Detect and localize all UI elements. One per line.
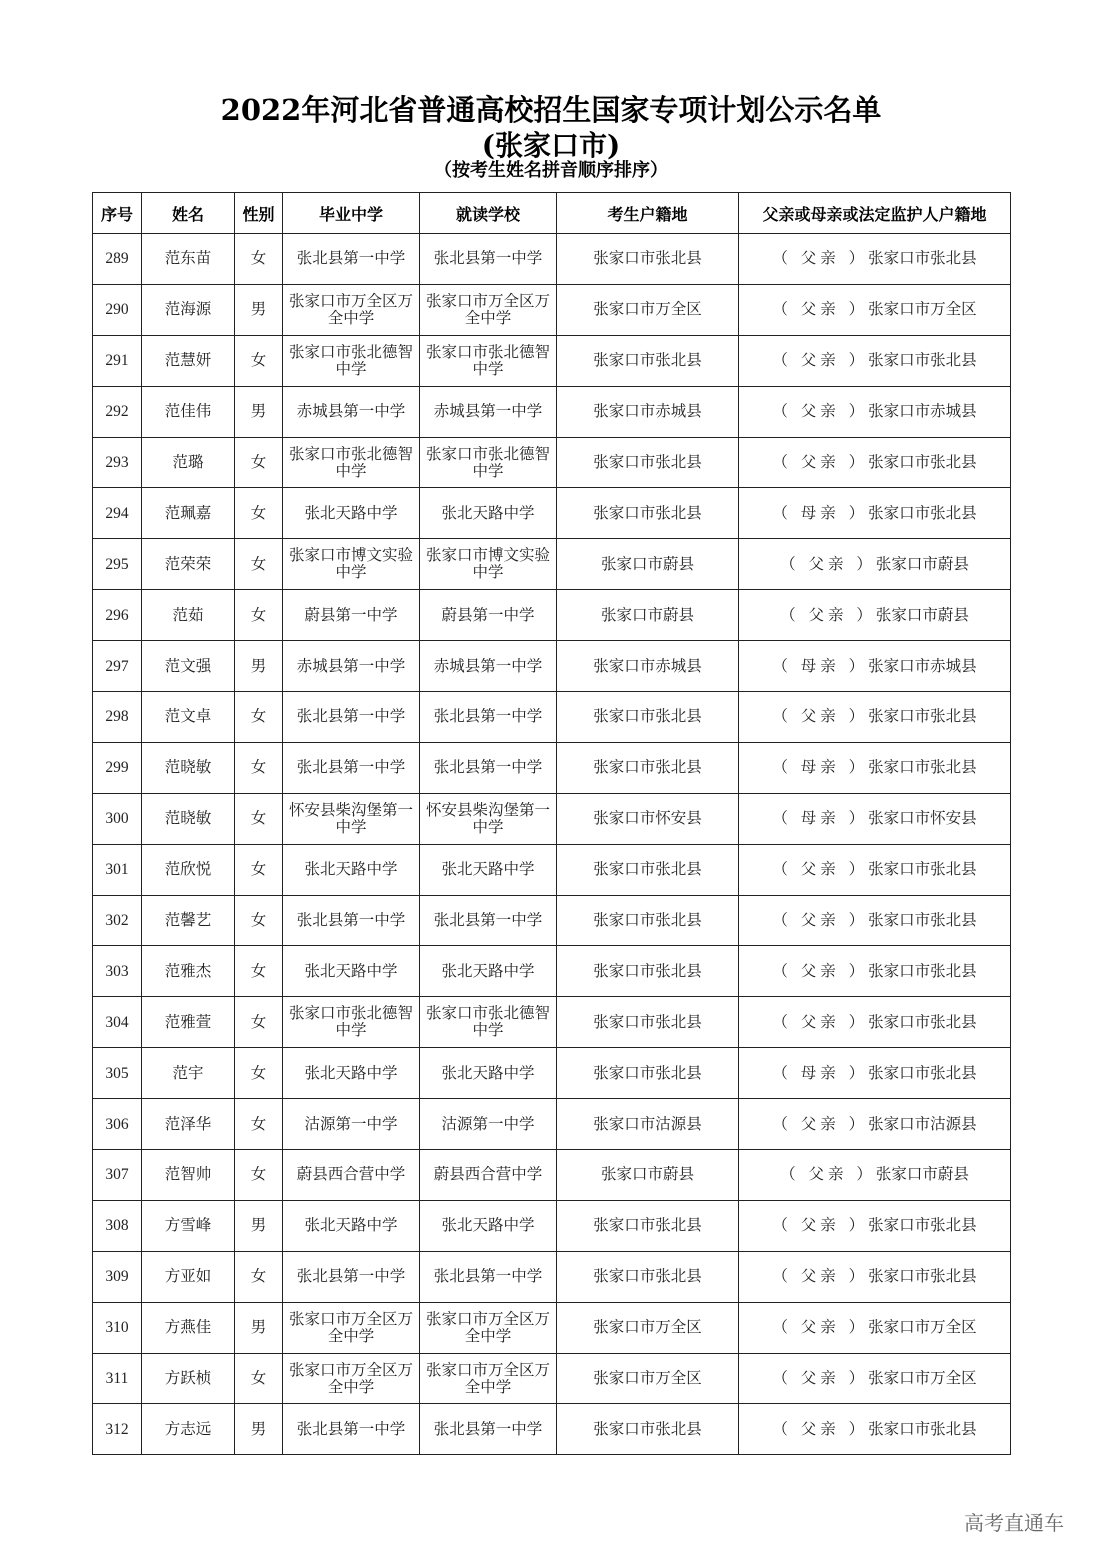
guardian-relation: （ 父亲 ） xyxy=(772,402,869,421)
cell-name: 范泽华 xyxy=(142,1099,235,1150)
cell-hukou: 张家口市沽源县 xyxy=(557,1099,739,1150)
roster-table xyxy=(92,192,1011,1455)
guardian-relation: （ 父亲 ） xyxy=(772,1318,869,1337)
cell-hukou: 张家口市张北县 xyxy=(557,234,739,285)
cell-guardian-hukou xyxy=(739,997,1011,1048)
cell-current-school: 张北天路中学 xyxy=(420,1048,557,1099)
cell-guardian-hukou xyxy=(739,234,1011,285)
cell-guardian-hukou xyxy=(739,692,1011,743)
table-row xyxy=(93,793,1011,844)
cell-no: 300 xyxy=(93,793,142,844)
cell-current-school: 张北天路中学 xyxy=(420,946,557,997)
cell-grad-school: 蔚县第一中学 xyxy=(283,590,420,641)
cell-grad-school: 张北县第一中学 xyxy=(283,742,420,793)
cell-gender: 女 xyxy=(235,1251,283,1302)
cell-hukou: 张家口市张北县 xyxy=(557,1200,739,1251)
cell-hukou: 张家口市万全区 xyxy=(557,284,739,335)
cell-guardian-hukou xyxy=(739,1404,1011,1455)
table-header-row xyxy=(93,193,1011,234)
cell-grad-school: 张北县第一中学 xyxy=(283,692,420,743)
cell-hukou: 张家口市张北县 xyxy=(557,997,739,1048)
cell-guardian-hukou xyxy=(739,1150,1011,1201)
cell-gender: 男 xyxy=(235,284,283,335)
cell-current-school: 张北县第一中学 xyxy=(420,895,557,946)
guardian-location: 张家口市张北县 xyxy=(868,1012,977,1031)
guardian-location: 张家口市蔚县 xyxy=(875,605,969,624)
table-body xyxy=(93,234,1011,1455)
cell-gender: 女 xyxy=(235,1150,283,1201)
cell-hukou: 张家口市怀安县 xyxy=(557,793,739,844)
cell-guardian-hukou xyxy=(739,437,1011,488)
cell-current-school: 张家口市张北德智中学 xyxy=(420,997,557,1048)
cell-current-school: 张家口市万全区万全中学 xyxy=(420,1353,557,1404)
table-row xyxy=(93,437,1011,488)
cell-hukou: 张家口市张北县 xyxy=(557,692,739,743)
guardian-relation: （ 母亲 ） xyxy=(772,1063,869,1082)
cell-guardian-hukou xyxy=(739,539,1011,590)
cell-no: 291 xyxy=(93,335,142,386)
cell-gender: 女 xyxy=(235,793,283,844)
cell-grad-school: 张北天路中学 xyxy=(283,488,420,539)
cell-grad-school: 张家口市张北德智中学 xyxy=(283,335,420,386)
guardian-location: 张家口市万全区 xyxy=(868,1369,977,1388)
cell-no: 312 xyxy=(93,1404,142,1455)
cell-grad-school: 张北县第一中学 xyxy=(283,234,420,285)
column-header-no: 序号 xyxy=(93,193,142,234)
table-row xyxy=(93,234,1011,285)
guardian-location: 张家口市张北县 xyxy=(868,249,977,268)
guardian-location: 张家口市怀安县 xyxy=(868,809,977,828)
cell-grad-school: 张北天路中学 xyxy=(283,844,420,895)
cell-grad-school: 张家口市张北德智中学 xyxy=(283,437,420,488)
cell-current-school: 张北县第一中学 xyxy=(420,1404,557,1455)
guardian-relation: （ 父亲 ） xyxy=(772,351,869,370)
cell-hukou: 张家口市张北县 xyxy=(557,437,739,488)
cell-hukou: 张家口市蔚县 xyxy=(557,590,739,641)
table-row xyxy=(93,844,1011,895)
cell-no: 306 xyxy=(93,1099,142,1150)
guardian-location: 张家口市张北县 xyxy=(868,961,977,980)
cell-current-school: 张家口市博文实验中学 xyxy=(420,539,557,590)
guardian-location: 张家口市张北县 xyxy=(868,503,977,522)
guardian-relation: （ 父亲 ） xyxy=(772,961,869,980)
cell-guardian-hukou xyxy=(739,641,1011,692)
cell-grad-school: 张家口市万全区万全中学 xyxy=(283,1302,420,1353)
cell-no: 298 xyxy=(93,692,142,743)
cell-grad-school: 张家口市博文实验中学 xyxy=(283,539,420,590)
cell-guardian-hukou xyxy=(739,793,1011,844)
cell-guardian-hukou xyxy=(739,335,1011,386)
cell-grad-school: 张北县第一中学 xyxy=(283,1404,420,1455)
cell-name: 范晓敏 xyxy=(142,793,235,844)
guardian-location: 张家口市张北县 xyxy=(868,453,977,471)
guardian-relation: （ 父亲 ） xyxy=(772,249,869,268)
column-header-grad-school: 毕业中学 xyxy=(283,193,420,234)
guardian-location: 张家口市蔚县 xyxy=(875,554,969,573)
cell-gender: 女 xyxy=(235,1353,283,1404)
cell-grad-school: 张北天路中学 xyxy=(283,946,420,997)
cell-current-school: 张北县第一中学 xyxy=(420,1251,557,1302)
cell-gender: 女 xyxy=(235,234,283,285)
cell-no: 307 xyxy=(93,1150,142,1201)
cell-name: 方雪峰 xyxy=(142,1200,235,1251)
cell-grad-school: 怀安县柴沟堡第一中学 xyxy=(283,793,420,844)
watermark: 高考直通车 xyxy=(964,1511,1064,1535)
cell-name: 范智帅 xyxy=(142,1150,235,1201)
cell-current-school: 张北天路中学 xyxy=(420,844,557,895)
cell-hukou: 张家口市万全区 xyxy=(557,1353,739,1404)
cell-gender: 男 xyxy=(235,641,283,692)
guardian-relation: （ 父亲 ） xyxy=(772,453,869,471)
cell-name: 方燕佳 xyxy=(142,1302,235,1353)
cell-hukou: 张家口市张北县 xyxy=(557,946,739,997)
cell-name: 范雅杰 xyxy=(142,946,235,997)
cell-name: 范欣悦 xyxy=(142,844,235,895)
guardian-location: 张家口市万全区 xyxy=(868,300,977,319)
cell-no: 292 xyxy=(93,386,142,437)
cell-current-school: 张北县第一中学 xyxy=(420,234,557,285)
table-row xyxy=(93,1150,1011,1201)
table-row xyxy=(93,641,1011,692)
cell-guardian-hukou xyxy=(739,946,1011,997)
cell-hukou: 张家口市张北县 xyxy=(557,1048,739,1099)
guardian-relation: （ 父亲 ） xyxy=(780,554,876,573)
guardian-location: 张家口市张北县 xyxy=(868,1419,977,1438)
cell-no: 308 xyxy=(93,1200,142,1251)
sort-note: （按考生姓名拼音顺序排序） xyxy=(434,160,668,181)
cell-gender: 女 xyxy=(235,437,283,488)
cell-name: 范宇 xyxy=(142,1048,235,1099)
cell-name: 范海源 xyxy=(142,284,235,335)
cell-current-school: 张家口市张北德智中学 xyxy=(420,437,557,488)
guardian-location: 张家口市张北县 xyxy=(868,758,977,777)
guardian-relation: （ 父亲 ） xyxy=(772,1369,869,1388)
cell-grad-school: 赤城县第一中学 xyxy=(283,641,420,692)
guardian-location: 张家口市张北县 xyxy=(868,351,977,370)
table-row xyxy=(93,1099,1011,1150)
column-header-name: 姓名 xyxy=(142,193,235,234)
cell-no: 303 xyxy=(93,946,142,997)
table-row xyxy=(93,539,1011,590)
cell-hukou: 张家口市张北县 xyxy=(557,1251,739,1302)
cell-guardian-hukou xyxy=(739,386,1011,437)
cell-guardian-hukou xyxy=(739,1353,1011,1404)
table-row xyxy=(93,895,1011,946)
cell-gender: 男 xyxy=(235,1302,283,1353)
cell-gender: 女 xyxy=(235,539,283,590)
guardian-relation: （ 父亲 ） xyxy=(772,1419,869,1438)
cell-name: 范晓敏 xyxy=(142,742,235,793)
guardian-relation: （ 母亲 ） xyxy=(772,758,869,777)
column-header-current-school: 就读学校 xyxy=(420,193,557,234)
cell-grad-school: 赤城县第一中学 xyxy=(283,386,420,437)
cell-guardian-hukou xyxy=(739,284,1011,335)
cell-hukou: 张家口市张北县 xyxy=(557,1404,739,1455)
cell-name: 范文卓 xyxy=(142,692,235,743)
table-row xyxy=(93,284,1011,335)
cell-gender: 女 xyxy=(235,1048,283,1099)
cell-guardian-hukou xyxy=(739,844,1011,895)
table-row xyxy=(93,1200,1011,1251)
cell-current-school: 张家口市张北德智中学 xyxy=(420,335,557,386)
cell-no: 304 xyxy=(93,997,142,1048)
cell-no: 301 xyxy=(93,844,142,895)
cell-gender: 女 xyxy=(235,335,283,386)
cell-grad-school: 张北天路中学 xyxy=(283,1200,420,1251)
cell-no: 294 xyxy=(93,488,142,539)
cell-guardian-hukou xyxy=(739,742,1011,793)
cell-hukou: 张家口市张北县 xyxy=(557,895,739,946)
table-row xyxy=(93,997,1011,1048)
table-row xyxy=(93,692,1011,743)
table-row xyxy=(93,488,1011,539)
cell-no: 289 xyxy=(93,234,142,285)
cell-no: 302 xyxy=(93,895,142,946)
cell-name: 范馨艺 xyxy=(142,895,235,946)
cell-guardian-hukou xyxy=(739,895,1011,946)
cell-gender: 男 xyxy=(235,1200,283,1251)
guardian-relation: （ 母亲 ） xyxy=(772,503,869,522)
guardian-relation: （ 父亲 ） xyxy=(780,1165,876,1184)
cell-current-school: 张家口市万全区万全中学 xyxy=(420,1302,557,1353)
cell-guardian-hukou xyxy=(739,590,1011,641)
table-row xyxy=(93,742,1011,793)
cell-name: 范璐 xyxy=(142,437,235,488)
table-row xyxy=(93,590,1011,641)
cell-grad-school: 张家口市张北德智中学 xyxy=(283,997,420,1048)
cell-name: 范荣荣 xyxy=(142,539,235,590)
table-row xyxy=(93,386,1011,437)
table-row xyxy=(93,1048,1011,1099)
cell-no: 293 xyxy=(93,437,142,488)
cell-no: 310 xyxy=(93,1302,142,1353)
cell-no: 311 xyxy=(93,1353,142,1404)
cell-no: 299 xyxy=(93,742,142,793)
guardian-location: 张家口市张北县 xyxy=(868,707,977,726)
guardian-location: 张家口市张北县 xyxy=(868,1216,977,1235)
cell-name: 方跃桢 xyxy=(142,1353,235,1404)
cell-current-school: 赤城县第一中学 xyxy=(420,641,557,692)
cell-hukou: 张家口市张北县 xyxy=(557,742,739,793)
cell-name: 范珮嘉 xyxy=(142,488,235,539)
guardian-relation: （ 父亲 ） xyxy=(772,911,869,930)
cell-hukou: 张家口市张北县 xyxy=(557,335,739,386)
guardian-relation: （ 父亲 ） xyxy=(772,300,869,319)
guardian-location: 张家口市万全区 xyxy=(868,1318,977,1337)
guardian-relation: （ 父亲 ） xyxy=(772,860,869,879)
cell-hukou: 张家口市张北县 xyxy=(557,488,739,539)
cell-current-school: 怀安县柴沟堡第一中学 xyxy=(420,793,557,844)
cell-name: 方志远 xyxy=(142,1404,235,1455)
table-row xyxy=(93,1251,1011,1302)
cell-grad-school: 蔚县西合营中学 xyxy=(283,1150,420,1201)
cell-current-school: 赤城县第一中学 xyxy=(420,386,557,437)
cell-grad-school: 张家口市万全区万全中学 xyxy=(283,284,420,335)
cell-gender: 女 xyxy=(235,488,283,539)
cell-guardian-hukou xyxy=(739,1251,1011,1302)
cell-gender: 女 xyxy=(235,997,283,1048)
cell-name: 范东苗 xyxy=(142,234,235,285)
cell-guardian-hukou xyxy=(739,1048,1011,1099)
cell-current-school: 张北县第一中学 xyxy=(420,742,557,793)
cell-gender: 女 xyxy=(235,895,283,946)
cell-guardian-hukou xyxy=(739,1099,1011,1150)
cell-current-school: 张北天路中学 xyxy=(420,488,557,539)
guardian-location: 张家口市蔚县 xyxy=(875,1165,969,1184)
guardian-location: 张家口市张北县 xyxy=(868,1063,977,1082)
document-subtitle: (张家口市) xyxy=(481,129,621,162)
cell-gender: 女 xyxy=(235,742,283,793)
cell-grad-school: 张北天路中学 xyxy=(283,1048,420,1099)
cell-name: 方亚如 xyxy=(142,1251,235,1302)
cell-hukou: 张家口市张北县 xyxy=(557,844,739,895)
guardian-location: 张家口市张北县 xyxy=(868,911,977,930)
cell-gender: 女 xyxy=(235,946,283,997)
cell-name: 范雅萱 xyxy=(142,997,235,1048)
guardian-relation: （ 父亲 ） xyxy=(772,707,869,726)
guardian-relation: （ 母亲 ） xyxy=(772,809,869,828)
cell-hukou: 张家口市万全区 xyxy=(557,1302,739,1353)
cell-guardian-hukou xyxy=(739,1302,1011,1353)
cell-current-school: 沽源第一中学 xyxy=(420,1099,557,1150)
cell-gender: 女 xyxy=(235,692,283,743)
cell-name: 范文强 xyxy=(142,641,235,692)
cell-grad-school: 张北县第一中学 xyxy=(283,895,420,946)
table-row xyxy=(93,1302,1011,1353)
cell-no: 296 xyxy=(93,590,142,641)
table-row xyxy=(93,1353,1011,1404)
guardian-relation: （ 父亲 ） xyxy=(772,1267,869,1286)
cell-no: 295 xyxy=(93,539,142,590)
cell-current-school: 张北县第一中学 xyxy=(420,692,557,743)
cell-guardian-hukou xyxy=(739,488,1011,539)
cell-grad-school: 张北县第一中学 xyxy=(283,1251,420,1302)
guardian-relation: （ 父亲 ） xyxy=(772,1012,869,1031)
cell-gender: 男 xyxy=(235,1404,283,1455)
document-title: 2022年河北省普通高校招生国家专项计划公示名单 xyxy=(220,93,882,127)
cell-hukou: 张家口市赤城县 xyxy=(557,386,739,437)
cell-hukou: 张家口市蔚县 xyxy=(557,1150,739,1201)
cell-name: 范佳伟 xyxy=(142,386,235,437)
cell-current-school: 张家口市万全区万全中学 xyxy=(420,284,557,335)
cell-no: 297 xyxy=(93,641,142,692)
column-header-gender: 性别 xyxy=(235,193,283,234)
table-row xyxy=(93,335,1011,386)
table-row xyxy=(93,1404,1011,1455)
cell-hukou: 张家口市蔚县 xyxy=(557,539,739,590)
cell-no: 309 xyxy=(93,1251,142,1302)
cell-gender: 女 xyxy=(235,1099,283,1150)
cell-name: 范茹 xyxy=(142,590,235,641)
guardian-location: 张家口市张北县 xyxy=(868,860,977,879)
cell-current-school: 蔚县第一中学 xyxy=(420,590,557,641)
cell-no: 305 xyxy=(93,1048,142,1099)
cell-current-school: 蔚县西合营中学 xyxy=(420,1150,557,1201)
cell-current-school: 张北天路中学 xyxy=(420,1200,557,1251)
cell-grad-school: 沽源第一中学 xyxy=(283,1099,420,1150)
cell-no: 290 xyxy=(93,284,142,335)
cell-name: 范慧妍 xyxy=(142,335,235,386)
column-header-hukou: 考生户籍地 xyxy=(557,193,739,234)
column-header-guardian-hukou: 父亲或母亲或法定监护人户籍地 xyxy=(739,193,1011,234)
guardian-relation: （ 父亲 ） xyxy=(772,1114,869,1133)
cell-grad-school: 张家口市万全区万全中学 xyxy=(283,1353,420,1404)
cell-gender: 男 xyxy=(235,386,283,437)
guardian-location: 张家口市张北县 xyxy=(868,1267,977,1286)
guardian-location: 张家口市沽源县 xyxy=(868,1114,977,1133)
guardian-relation: （ 父亲 ） xyxy=(780,605,876,624)
guardian-relation: （ 父亲 ） xyxy=(772,1216,869,1235)
guardian-location: 张家口市赤城县 xyxy=(868,402,977,421)
cell-guardian-hukou xyxy=(739,1200,1011,1251)
cell-gender: 女 xyxy=(235,844,283,895)
cell-gender: 女 xyxy=(235,590,283,641)
table-row xyxy=(93,946,1011,997)
cell-hukou: 张家口市赤城县 xyxy=(557,641,739,692)
guardian-relation: （ 母亲 ） xyxy=(772,656,869,675)
guardian-location: 张家口市赤城县 xyxy=(868,656,977,675)
